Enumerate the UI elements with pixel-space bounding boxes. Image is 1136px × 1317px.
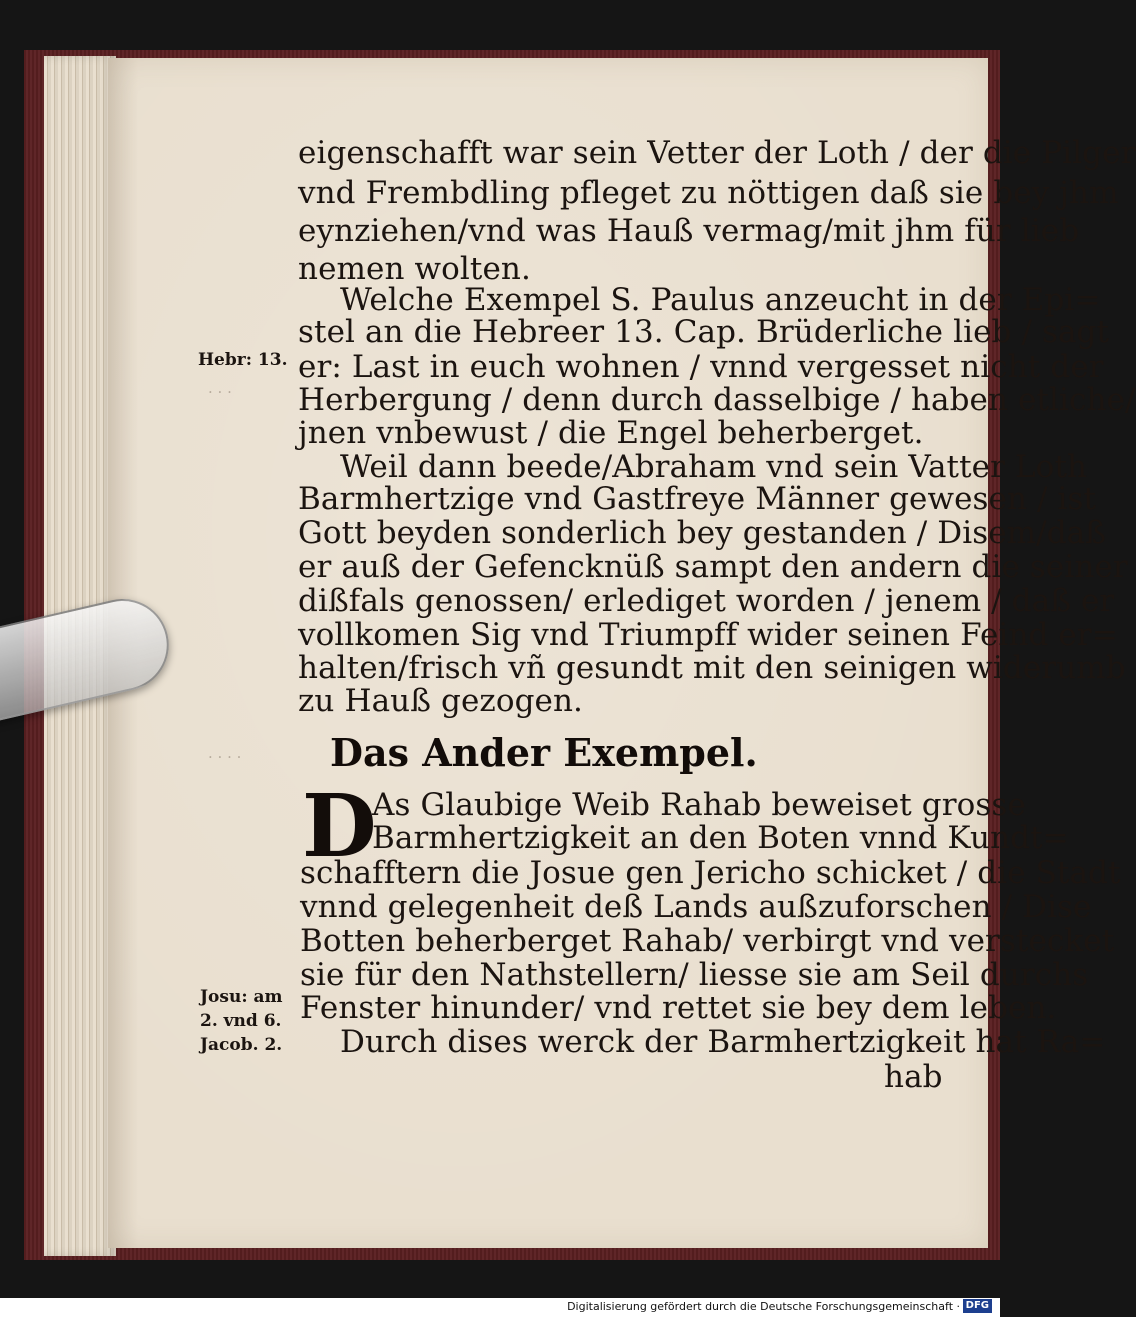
text-line-3: eynziehen/vnd was Hauß vermag/mit jhm für lieb bbox=[298, 213, 1080, 249]
text-line-18: As Glaubige Weib Rahab beweiset grosse bbox=[372, 787, 1026, 823]
drop-cap: D bbox=[302, 776, 377, 877]
digitization-credit: Digitalisierung gefördert durch die Deutsche Forschungsgemeinschaft · bbox=[567, 1300, 960, 1313]
margin-note-jacob: Jacob. 2. bbox=[200, 1035, 283, 1055]
section-heading: Das Ander Exempel. bbox=[330, 730, 758, 775]
text-line-26: hab bbox=[884, 1059, 943, 1095]
text-line-19: Barmhertzigkeit an den Boten vnnd Kundt= bbox=[372, 820, 1069, 856]
text-line-9: jnen vnbewust / die Engel beherberget. bbox=[298, 415, 924, 451]
margin-note-josu-1: Josu: am bbox=[200, 987, 283, 1007]
text-line-17: zu Hauß gezogen. bbox=[298, 683, 583, 719]
text-line-5: Welche Exempel S. Paulus anzeucht in der Epi= bbox=[340, 282, 1101, 318]
dfg-logo: DFG bbox=[963, 1299, 992, 1313]
text-line-12: Gott beyden sonderlich bey gestanden / Disem/daß bbox=[298, 515, 1107, 551]
text-line-7: er: Last in euch wohnen / vnnd vergesset nicht der bbox=[298, 349, 1104, 385]
margin-note-josu-2: 2. vnd 6. bbox=[200, 1011, 282, 1031]
text-line-20: schafftern die Josue gen Jericho schicket / die Stadt bbox=[300, 855, 1121, 891]
text-line-24: Fenster hinunder/ vnd rettet sie bey dem leben. bbox=[300, 990, 1057, 1026]
text-line-11: Barmhertzige vnd Gastfreye Männer gewesen / ist bbox=[298, 481, 1097, 517]
margin-note-hebr: Hebr: 13. bbox=[198, 350, 288, 370]
text-line-10: Weil dann beede/Abraham vnd sein Vatter Loth bbox=[340, 449, 1088, 485]
text-line-1: eigenschafft war sein Vetter der Loth / der die Pilger bbox=[298, 135, 1136, 171]
text-line-6: stel an die Hebreer 13. Cap. Brüderliche lieb / sagt bbox=[298, 314, 1110, 350]
text-line-2: vnd Frembdling pfleget zu nöttigen daß sie bey jhm bbox=[298, 175, 1119, 211]
text-line-23: sie für den Nathstellern/ liesse sie am Seil durchs bbox=[300, 957, 1089, 993]
bleed-through-2: · · · · bbox=[208, 748, 242, 766]
text-line-25: Durch dises werck der Barmhertzigkeit hat Ra= bbox=[340, 1024, 1106, 1060]
bleed-through-1: · · · bbox=[208, 383, 232, 401]
text-line-4: nemen wolten. bbox=[298, 251, 531, 287]
text-line-21: vnnd gelegenheit deß Lands außzuforschen / Dise bbox=[300, 889, 1092, 925]
text-line-8: Herbergung / denn durch dasselbige / haben etliche/ bbox=[298, 382, 1136, 418]
text-line-13: er auß der Gefencknüß sampt den andern die seiner bbox=[298, 549, 1128, 585]
text-line-15: vollkomen Sig vnd Triumpff wider seinen Feind er= bbox=[298, 617, 1118, 653]
text-line-14: dißfals genossen/ erlediget worden / jenem / daß er bbox=[298, 583, 1115, 619]
text-line-16: halten/frisch vñ gesundt mit den seinigen widerumb bbox=[298, 650, 1126, 686]
text-line-22: Botten beherberget Rahab/ verbirgt vnd verstecket bbox=[300, 923, 1115, 959]
